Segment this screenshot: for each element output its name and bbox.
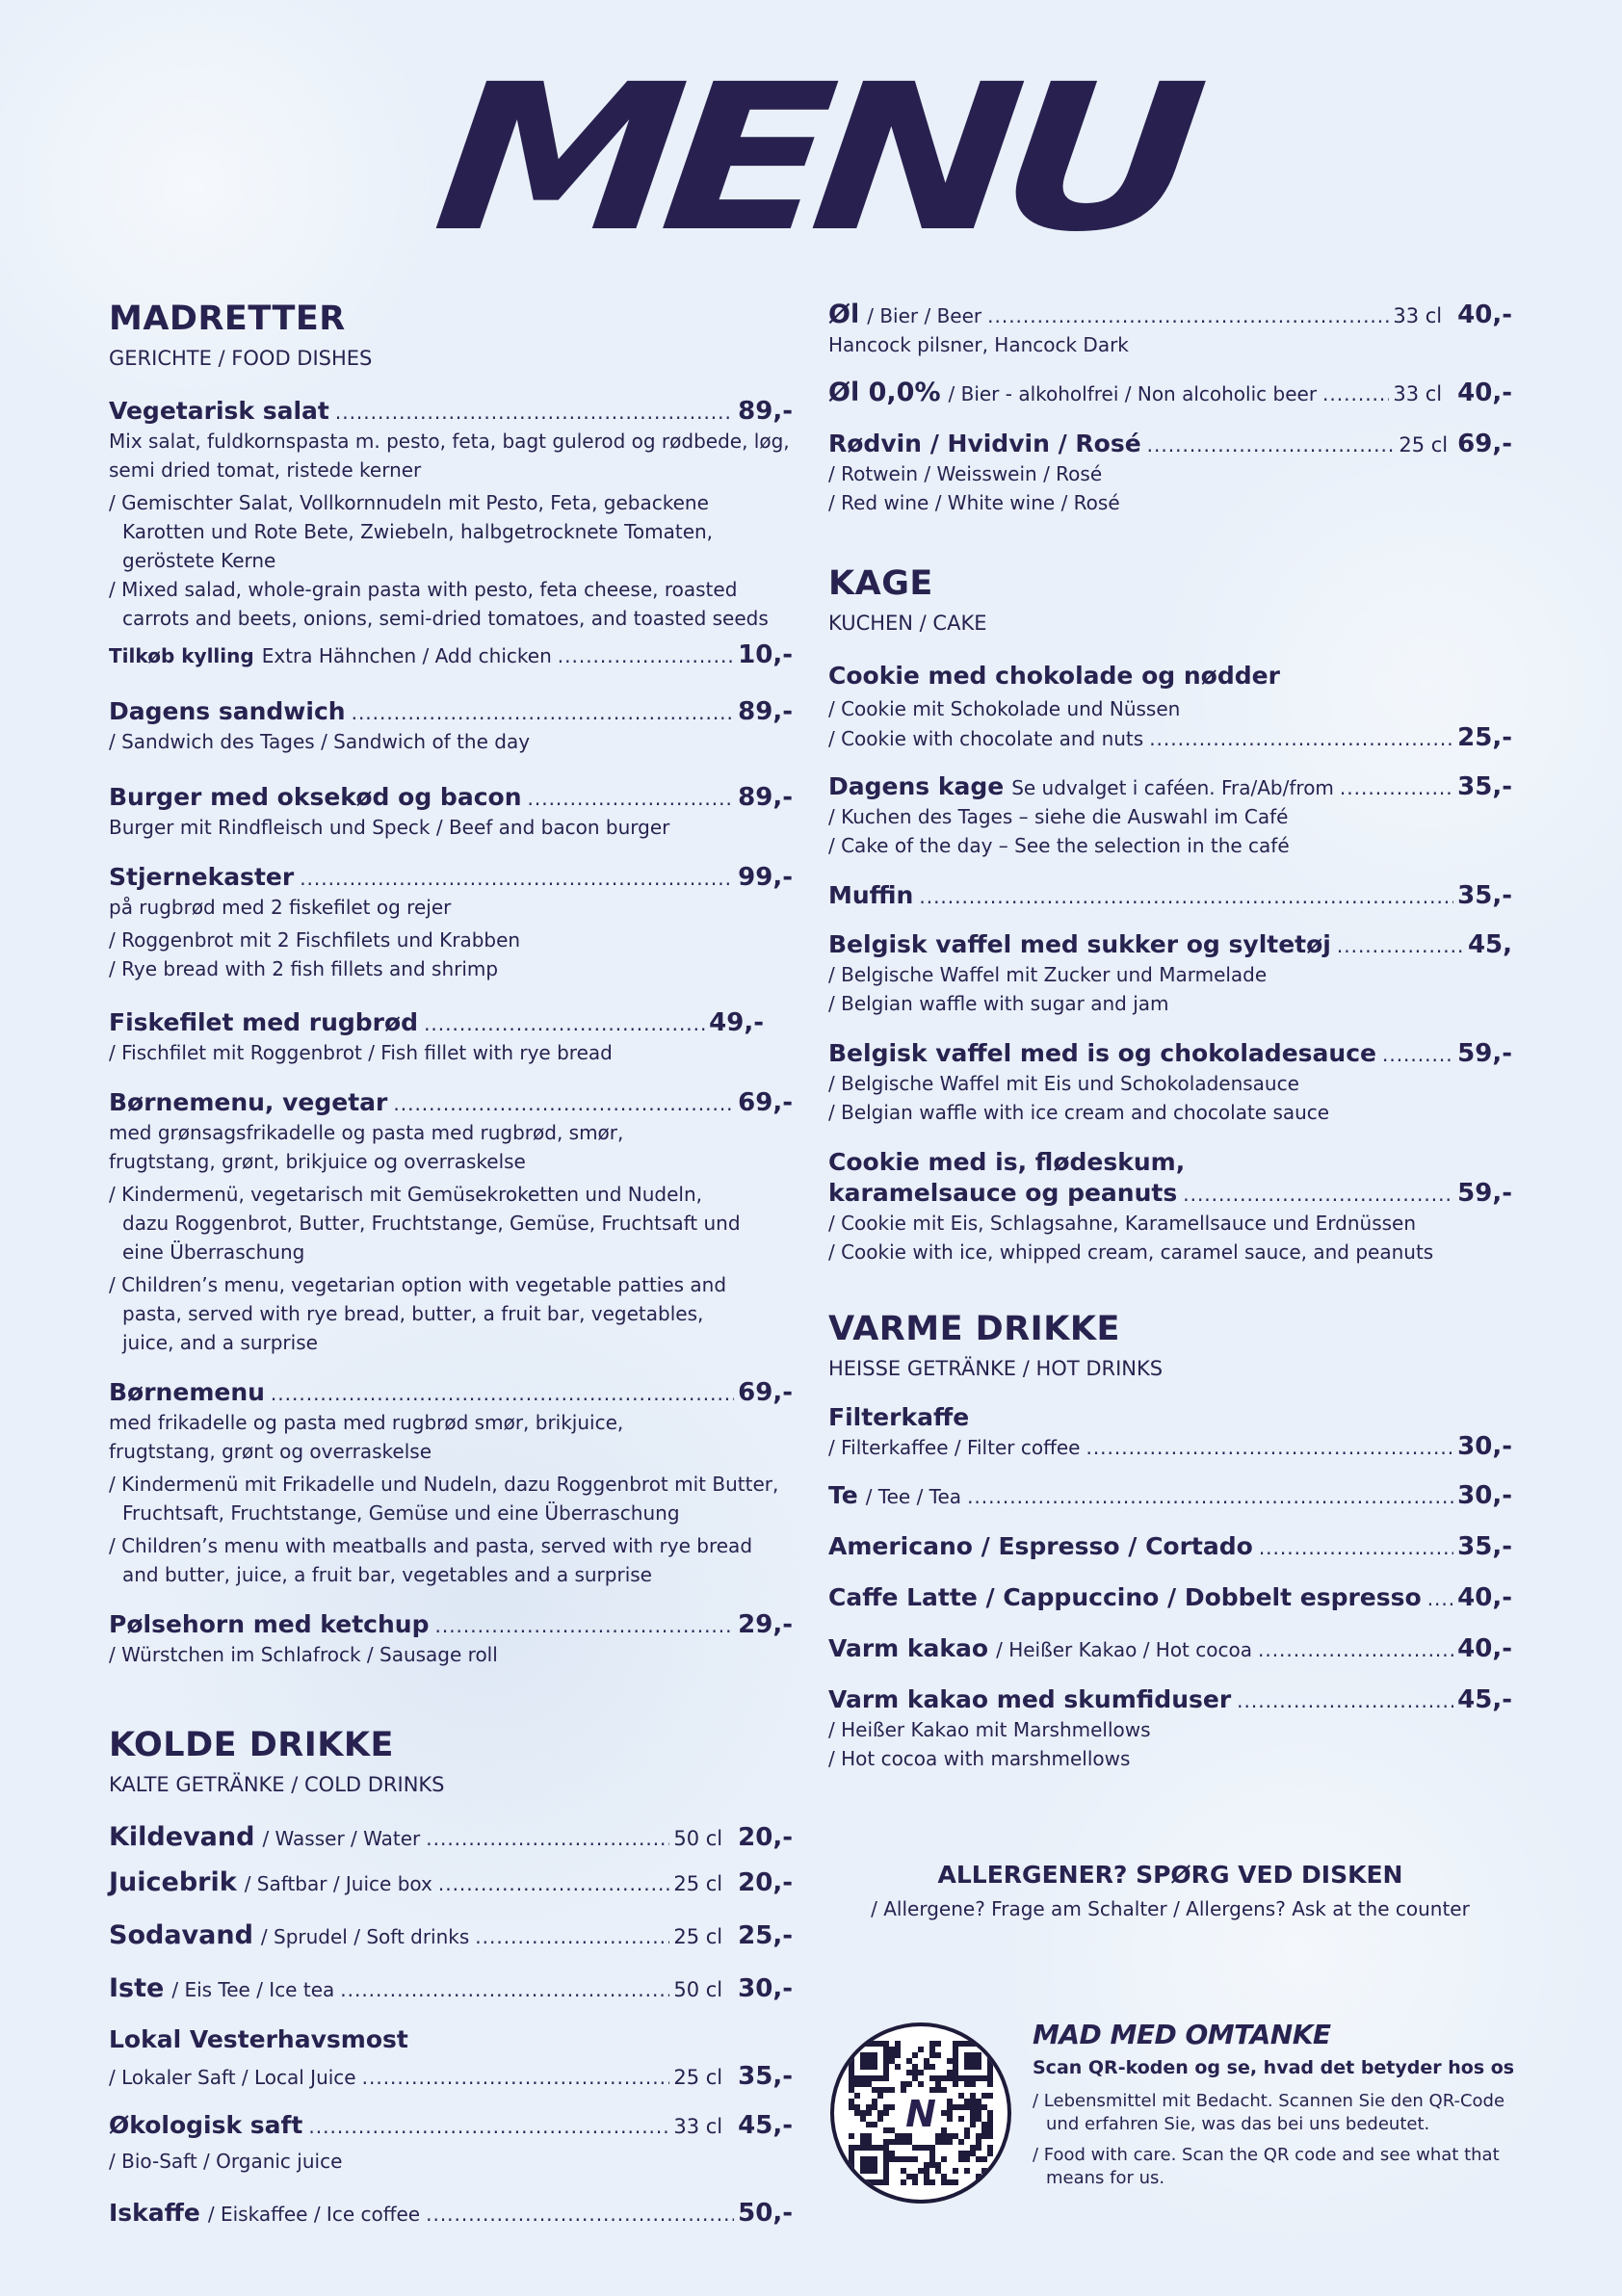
item-price: 45, [1467,930,1512,959]
item-translation: / Eis Tee / Ice tea [171,1978,335,2001]
item-translation: / Sprudel / Soft drinks [260,1925,470,1948]
item-description: Hancock pilsner, Hancock Dark [828,333,1129,356]
item-price: 40,- [1457,1583,1512,1612]
item-price: 59,- [1457,1039,1512,1068]
item-translation-en: / Hot cocoa with marshmellows [828,1747,1131,1770]
leader-dots [919,882,1453,911]
item-translation: / Bio-Saft / Organic juice [109,2150,343,2173]
menu-item-juicebrik [109,1868,793,1898]
leader-dots [1237,1686,1453,1715]
item-translation-de: / Cookie mit Schokolade und Nüssen [828,697,1181,720]
item-name: Rødvin / Hvidvin / Rosé [828,430,1141,457]
addon-name: Tilkøb kylling [109,644,254,667]
item-name: Stjernekaster [109,863,295,891]
item-price: 69,- [1457,430,1512,458]
item-name: Americano / Espresso / Cortado [828,1532,1253,1560]
leader-dots [352,698,735,727]
item-translation: / Tee / Tea [865,1485,962,1508]
item-price: 89,- [738,397,793,426]
menu-item-stjernekaster [109,863,793,983]
item-price: 40,- [1457,300,1512,329]
item-volume: 33 cl [1393,304,1443,327]
item-description: / Würstchen im Schlafrock / Sausage roll [109,1643,498,1666]
item-price: 40,- [1457,1634,1512,1663]
item-description: / Fischfilet mit Roggenbrot / Fish fillet with rye bread [109,1041,613,1064]
leader-dots [528,784,735,813]
section-heading-kage: KAGE [828,564,933,603]
item-price: 89,- [738,783,793,812]
allergen-heading: ALLERGENER? SPØRG VED DISKEN [937,1861,1403,1889]
leader-dots [434,1611,734,1640]
item-description-en: / Children’s menu, vegetarian option with vegetable patties and pasta, served with rye bread, butter, a fruit bar, vegetables, juice, and a surprise [109,1273,727,1354]
leader-dots [1382,1040,1453,1069]
item-price: 35,- [1457,881,1512,910]
section-subheading-kage: KUCHEN / CAKE [828,612,987,635]
item-price: 69,- [738,1088,793,1117]
right-column [828,300,1512,1773]
menu-item-varm-kakao-skumfiduser [828,1685,1512,1773]
item-description: Mix salat, fuldkornspasta m. pesto, feta, bagt gulerod og rødbede, løg, semi dried tomat, ristede kerner [109,430,790,482]
item-name: Øl 0,0% [828,378,941,407]
section-subheading-kolde-drikke: KALTE GETRÄNKE / COLD DRINKS [109,1773,445,1796]
leader-dots [424,1009,705,1038]
menu-item-muffin [828,881,1512,911]
leader-dots [308,2112,669,2141]
menu-item-iskaffe [109,2199,793,2229]
item-name: Cookie med chokolade og nødder [828,662,1280,690]
section-subheading-varme-drikke: HEISSE GETRÄNKE / HOT DRINKS [828,1357,1164,1380]
item-translation: / Bier / Beer [867,304,982,327]
item-translation-de: / Heißer Kakao mit Marshmellows [828,1718,1151,1741]
menu-item-vin [828,430,1512,517]
item-price: 35,- [738,2062,793,2091]
allergen-subtext: / Allergene? Frage am Schalter / Allergens? Ask at the counter [871,1897,1470,1920]
item-name: Belgisk vaffel med is og chokoladesauce [828,1039,1376,1067]
mad-med-omtanke-subheading: Scan QR-koden og se, hvad det betyder hos os [1033,2057,1515,2078]
item-volume: 33 cl [673,2115,723,2138]
item-name: Kildevand [109,1822,255,1852]
leader-dots [271,1379,734,1408]
menu-item-dagens-kage [828,772,1512,860]
menu-item-sodavand [109,1921,793,1951]
item-name: Caffe Latte / Cappuccino / Dobbelt espresso [828,1583,1422,1611]
leader-dots [1259,1533,1453,1562]
item-description-de: / Roggenbrot mit 2 Fischfilets und Krabben [109,928,521,952]
item-volume: 50 cl [673,1827,723,1850]
leader-dots [1258,1635,1453,1664]
menu-item-belgisk-vaffel-syltetoj [828,930,1512,1018]
addon-price: 10,- [738,640,793,669]
item-name: Burger med oksekød og bacon [109,783,522,811]
item-price: 20,- [738,1868,793,1897]
addon-text: Extra Hähnchen / Add chicken [261,644,552,667]
item-name-line1: Cookie med is, flødeskum, [828,1148,1186,1176]
menu-item-cookie-med-is [828,1148,1512,1266]
item-name: Sodavand [109,1920,253,1950]
mad-med-omtanke-de: / Lebensmittel mit Bedacht. Scannen Sie den QR-Code und erfahren Sie, was das bei uns bedeutet. [1033,2091,1505,2134]
section-heading-madretter: MADRETTER [109,300,346,338]
item-name: Te [828,1481,858,1509]
item-translation-de: / Rotwein / Weisswein / Rosé [828,462,1103,485]
item-translation: / Heißer Kakao / Hot cocoa [996,1638,1252,1661]
item-volume: 25 cl [673,2066,723,2089]
item-description-de: / Kindermenü, vegetarisch mit Gemüsekroketten und Nudeln, dazu Roggenbrot, Butter, Fruchtstange, Gemüse, Fruchtsaft und eine Überraschung [109,1183,741,1264]
item-translation: / Lokaler Saft / Local Juice [109,2066,356,2089]
item-description-de: / Gemischter Salat, Vollkornnudeln mit Pesto, Feta, gebackene Karotten und Rote Bete, Zwiebeln, halbgetrocknete Tomaten, geröstete Kerne [109,491,714,572]
item-description: Burger mit Rindfleisch und Speck / Beef and bacon burger [109,816,670,839]
leader-dots [340,1975,669,2004]
item-price: 69,- [738,1378,793,1407]
item-price: 30,- [738,1974,793,2003]
item-name: Juicebrik [109,1867,237,1897]
menu-item-iste [109,1974,793,2004]
item-price: 30,- [1457,1481,1512,1510]
section-heading-varme-drikke: VARME DRIKKE [828,1310,1120,1348]
item-translation-en: / Cookie with chocolate and nuts [828,727,1144,750]
item-volume: 25 cl [673,1872,723,1895]
item-description-en: / Mixed salad, whole-grain pasta with pesto, feta cheese, roasted carrots and beets, onions, semi-dried tomatoes, and toasted seeds [109,578,769,630]
section-subheading-madretter: GERICHTE / FOOD DISHES [109,347,373,370]
leader-dots [426,1824,669,1853]
item-name: Dagens kage [828,772,1005,800]
item-description: / Sandwich des Tages / Sandwich of the day [109,730,531,753]
item-name: Børnemenu, vegetar [109,1088,388,1116]
leader-dots [558,641,734,670]
qr-code[interactable] [830,2022,1011,2204]
menu-title: MENU [425,40,1197,276]
menu-item-belgisk-vaffel-is [828,1039,1512,1127]
item-volume: 50 cl [673,1978,723,2001]
leader-dots [335,398,734,427]
section-heading-kolde-drikke: KOLDE DRIKKE [109,1726,394,1764]
item-price: 50,- [738,2199,793,2228]
menu-item-bornemenu [109,1378,793,1589]
item-volume: 33 cl [1393,382,1443,405]
item-price: 35,- [1457,1532,1512,1561]
menu-item-caffe-latte [828,1583,1512,1613]
item-translation-en: / Belgian waffle with ice cream and chocolate sauce [828,1101,1330,1124]
menu-item-dagens-sandwich [109,697,793,756]
item-name: Pølsehorn med ketchup [109,1610,430,1638]
menu-item-te [828,1481,1512,1511]
leader-dots [987,301,1389,330]
item-price: 45,- [1457,1685,1512,1714]
leader-dots [1322,379,1389,408]
leader-dots [1086,1433,1453,1462]
item-name: Varm kakao [828,1634,989,1662]
item-name: Børnemenu [109,1378,265,1406]
item-description-en: / Rye bread with 2 fish fillets and shrimp [109,957,499,980]
item-translation-de: / Cookie mit Eis, Schlagsahne, Karamellsauce und Erdnüssen [828,1212,1417,1235]
menu-item-varm-kakao [828,1634,1512,1664]
item-name: Fiskefilet med rugbrød [109,1008,419,1036]
leader-dots [1340,773,1453,802]
item-translation: / Saftbar / Juice box [244,1872,432,1895]
item-price: 20,- [738,1823,793,1852]
item-name: Filterkaffe [828,1403,970,1431]
menu-item-filterkaffe [828,1403,1512,1462]
item-name: Iste [109,1973,165,2003]
mad-med-omtanke-heading: MAD MED OMTANKE [1033,2019,1331,2050]
leader-dots [438,1869,670,1898]
menu-item-polsehorn [109,1610,793,1669]
menu-item-ol-alkoholfri [828,378,1512,408]
item-price: 49,- [709,1008,764,1037]
leader-dots [1427,1584,1453,1613]
item-name: Belgisk vaffel med sukker og syltetøj [828,930,1331,958]
leader-dots [1147,430,1396,459]
menu-item-cookie [828,662,1512,753]
leader-dots [967,1482,1453,1511]
item-description-de: / Kindermenü mit Frikadelle und Nudeln, dazu Roggenbrot mit Butter, Fruchtsaft, Fruchtstange, Gemüse und eine Überraschung [109,1473,779,1525]
item-translation-de: / Kuchen des Tages – siehe die Auswahl im Café [828,805,1289,828]
leader-dots [1183,1180,1453,1209]
allergen-notice [828,1859,1512,1922]
item-price: 99,- [738,863,793,892]
mad-med-omtanke-block [1033,2019,1533,2190]
leader-dots [300,864,734,893]
leader-dots [1337,931,1464,960]
item-volume: 25 cl [1399,433,1449,457]
leader-dots [1149,724,1453,753]
item-translation: / Filterkaffee / Filter coffee [828,1436,1081,1459]
item-translation-de: / Belgische Waffel mit Zucker und Marmelade [828,963,1268,986]
item-price: 29,- [738,1610,793,1639]
item-name: Dagens sandwich [109,697,346,725]
item-translation: / Bier - alkoholfrei / Non alcoholic beer [948,382,1318,405]
item-price: 45,- [738,2111,793,2140]
leader-dots [426,2200,734,2229]
item-price: 30,- [1457,1432,1512,1461]
menu-item-burger [109,783,793,842]
menu-item-vegetarisk-salat [109,397,793,670]
leader-dots [475,1922,669,1951]
item-price: 40,- [1457,378,1512,407]
item-price: 59,- [1457,1179,1512,1208]
item-name: Iskaffe [109,2199,200,2227]
left-column [109,299,793,2229]
item-name: Øl [828,300,860,329]
menu-item-bornemenu-vegetar [109,1088,793,1357]
item-name: Lokal Vesterhavsmost [109,2025,408,2053]
item-name-line2: karamelsauce og peanuts [828,1179,1178,1207]
item-translation-en: / Cake of the day – See the selection in the café [828,834,1290,857]
item-price: 35,- [1457,772,1512,801]
qr-code-graphic [834,2026,1007,2200]
menu-item-lokal-most [109,2025,793,2092]
item-translation-en: / Red wine / White wine / Rosé [828,491,1120,514]
menu-item-fiskefilet [109,1008,793,1067]
item-description: med frikadelle og pasta med rugbrød smør, brikjuice, frugtstang, grønt og overraskelse [109,1411,624,1463]
menu-item-americano [828,1532,1512,1562]
item-translation-de: / Belgische Waffel mit Eis und Schokoladensauce [828,1072,1299,1095]
item-note: Se udvalget i caféen. Fra/Ab/from [1011,776,1334,799]
mad-med-omtanke-en: / Food with care. Scan the QR code and see what that means for us. [1033,2145,1500,2188]
menu-item-kildevand [109,1823,793,1853]
menu-item-okologisk-saft [109,2111,793,2176]
item-price: 25,- [1457,723,1512,752]
item-translation-en: / Belgian waffle with sugar and jam [828,992,1169,1015]
item-price: 25,- [738,1921,793,1950]
item-name: Vegetarisk salat [109,397,329,425]
leader-dots [362,2063,670,2092]
item-translation-en: / Cookie with ice, whipped cream, caramel sauce, and peanuts [828,1240,1434,1264]
item-name: Varm kakao med skumfiduser [828,1685,1232,1713]
menu-item-ol [828,300,1512,359]
qr-logo-letter: N [905,2093,936,2135]
item-translation: / Wasser / Water [262,1827,421,1850]
item-volume: 25 cl [673,1925,723,1948]
item-name: Økologisk saft [109,2111,303,2139]
item-name: Muffin [828,881,914,909]
leader-dots [393,1089,734,1118]
item-translation: / Eiskaffee / Ice coffee [207,2203,421,2226]
item-price: 89,- [738,697,793,726]
item-description-en: / Children’s menu with meatballs and pasta, served with rye bread and butter, juice, a fruit bar, vegetables and a surprise [109,1534,753,1586]
item-description: med grønsagsfrikadelle og pasta med rugbrød, smør, frugtstang, grønt, brikjuice og overraskelse [109,1121,624,1173]
item-description: på rugbrød med 2 fiskefilet og rejer [109,896,452,919]
